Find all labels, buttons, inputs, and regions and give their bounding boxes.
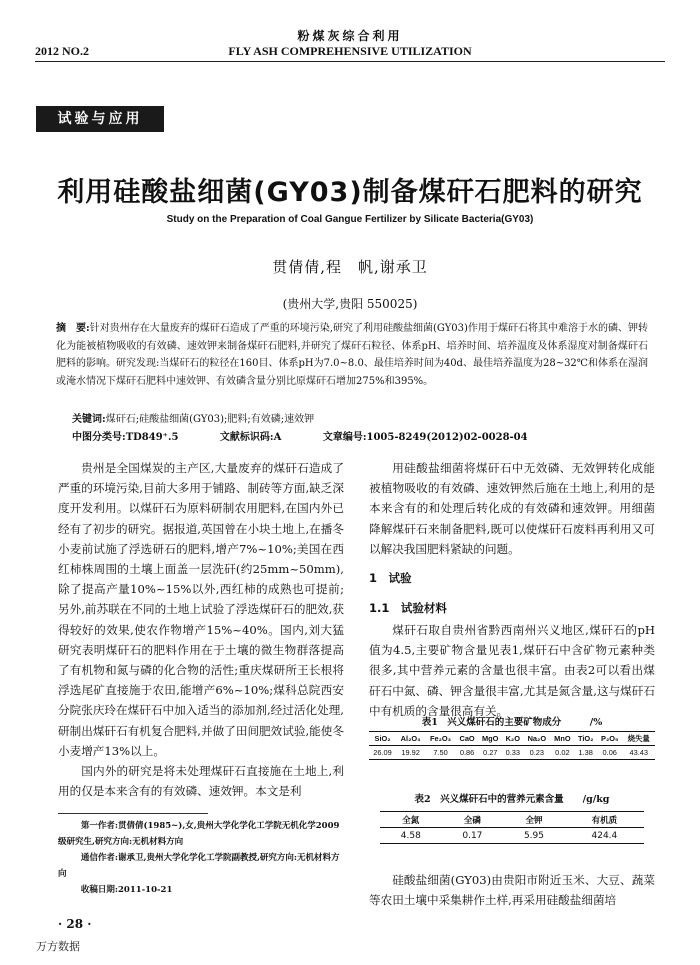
right-column-intro	[369, 458, 655, 559]
table1-cell: 0.86	[456, 746, 478, 760]
table1-cell: 0.23	[523, 746, 550, 760]
section-heading-1-1: 1.1 试验材料	[369, 601, 447, 615]
abstract-text: 针对贵州存在大量废弃的煤矸石造成了严重的环境污染,研究了利用硅酸盐细菌(GY03)作用于煤矸石将其中难溶于水的磷、钾转化为能被植物吸收的有效磷、速效钾来制备煤矸石肥料,并研究了煤矸石粒径、体系pH、培养时间、培养温度及体系湿度对制备煤矸石肥料的影响。研究发现:当煤矸石的粒径在160目、体系pH为7.0~8.0、最佳培养时间为40d、最佳培养温度为28~32℃和体系在湿润或淹水情况下煤矸石肥料中速效钾、有效磷含量分别比原煤矸石增加275%和395%。	[56, 323, 648, 387]
authors: 贯倩倩,程 帆,谢承卫	[272, 258, 428, 276]
column-label: 试验与应用	[36, 106, 164, 132]
footnote-first-author	[58, 818, 344, 850]
table2-header-cell: 全钾	[503, 812, 565, 828]
footnote-text: 谢承卫,贵州大学化学化工学院副教授,研究方向:无机材料方向	[58, 853, 340, 879]
journal-name-en: FLY ASH COMPREHENSIVE UTILIZATION	[228, 44, 472, 58]
table2-cell: 5.95	[503, 828, 565, 844]
table2-header-row	[380, 812, 644, 828]
table1-header-cell: TiO₂	[574, 732, 597, 746]
body-paragraph: 贵州是全国煤炭的主产区,大量废弃的煤矸石造成了严重的环境污染,目前大多用于铺路、制砖等方面,缺乏深度开发利用。以煤矸石为原料研制农用肥料,在国内外已经有了初步的研究。据报道,英国曾在小块土地上,在播冬小麦前试施了浮选研石的肥料,增产7%~10%;美国在西红柿株周围的土壤上面盖一层洗矸(约25mm~50mm),除了提高产量10%~15%以外,西红柿的成熟也可提前;另外,前苏联在不同的土地上试验了浮选煤矸石的肥效,获得较好的效果,使农作物增产15%~40%。国内,刘大猛研究表明煤矸石的肥料作用在于土壤的微生物群落提高了有机物和氮与磷的化合物的活性;重庆煤研所王长根将浮选尾矿直接施于农田,能增产6%~10%;煤科总院西安分院张庆玲在煤矸石中加入适当的添加剂,经过活化处理,研制出煤矸石有机复合肥料,并做了田间肥效试验,能使冬小麦增产13%以上。	[58, 461, 344, 758]
table1-header-cell: CaO	[456, 732, 478, 746]
abstract	[56, 320, 648, 390]
body-paragraph: 煤矸石取自贵州省黔西南州兴义地区,煤矸石的pH值为4.5,主要矿物含量见表1,煤矸石中含矿物元素种类很多,其中营养元素的含量也很丰富。由表2可以看出煤矸石中氮、磷、钾含量很丰富,尤其是氮含量,这与煤矸石中有机质的含量很高有关。	[369, 623, 655, 718]
right-column-bacteria	[369, 870, 655, 910]
table2	[380, 811, 644, 844]
table1-header-cell: Fe₂O₃	[425, 732, 456, 746]
keywords	[72, 410, 314, 425]
keywords-label: 关键词:	[72, 414, 106, 425]
table1-cell: 43.43	[622, 746, 655, 760]
table1-cell: 26.09	[369, 746, 396, 760]
clc-number: 中图分类号:TD849⁺.5	[72, 432, 179, 443]
journal-name-cn: 粉煤灰综合利用	[297, 29, 403, 43]
body-paragraph: 用硅酸盐细菌将煤矸石中无效磷、无效钾转化成能被植物吸收的有效磷、速效钾然后施在土地上,利用的是本来含有的和处理后转化成的有效磷和速效钾。用细菌降解煤矸石来制备肥料,既可以使煤矸石废料再利用又可以解决我国肥料紧缺的问题。	[369, 461, 655, 556]
table2-cell: 424.4	[565, 828, 644, 844]
table1-cell: 7.50	[425, 746, 456, 760]
table2-cell: 0.17	[442, 828, 504, 844]
table1-cell: 0.33	[502, 746, 523, 760]
table1-cell: 0.02	[550, 746, 574, 760]
table2-header-cell: 有机质	[565, 812, 644, 828]
table1-cell: 0.06	[597, 746, 622, 760]
right-column-materials	[369, 620, 655, 721]
table1-cell: 1.38	[574, 746, 597, 760]
footnote-text: 2011-10-21	[118, 885, 173, 895]
watermark: 万方数据	[36, 940, 80, 953]
paper-title: 利用硅酸盐细菌(GY03)制备煤矸石肥料的研究	[57, 177, 643, 208]
table1-header-cell: 烧失量	[622, 732, 655, 746]
affiliation: (贵州大学,贵阳 550025)	[282, 297, 418, 311]
table1-data-row	[369, 746, 655, 760]
table2-header-cell: 全磷	[442, 812, 504, 828]
table1-header-cell: Al₂O₃	[396, 732, 425, 746]
section-heading-1: 1 试验	[369, 571, 412, 585]
body-paragraph: 国内外的研究是将未处理煤矸石直接施在土地上,利用的仅是本来含有的有效磷、速效钾。本文是利	[58, 764, 344, 799]
table2-cell: 4.58	[380, 828, 442, 844]
table2-caption: 表2 兴义煤矸石中的营养元素含量 /g/kg	[414, 794, 610, 805]
footnote-received-date	[58, 882, 344, 898]
document-code: 文献标识码:A	[219, 432, 282, 443]
footnote-text: 贯倩倩(1985~),女,贵州大学化学化工学院无机化学2009级研究生,研究方向:无机材料方向	[58, 821, 340, 847]
left-column	[58, 458, 344, 801]
paper-title-en: Study on the Preparation of Coal Gangue Fertilizer by Silicate Bacteria(GY03)	[166, 214, 534, 225]
footnote-label: 通信作者:	[80, 853, 118, 863]
keywords-text: 煤矸石;硅酸盐细菌(GY03);肥料;有效磷;速效钾	[105, 414, 315, 425]
footnote-corresponding-author	[58, 850, 344, 882]
table1-header-cell: K₂O	[502, 732, 523, 746]
table1-header-row	[369, 732, 655, 746]
table2-header-cell: 全氮	[380, 812, 442, 828]
page-number: · 28 ·	[58, 917, 92, 931]
table1-header-cell: MgO	[478, 732, 502, 746]
table1-header-cell: MnO	[550, 732, 574, 746]
footnote-rule	[58, 813, 208, 814]
table1-header-cell: P₂O₅	[597, 732, 622, 746]
classification-line	[72, 428, 566, 443]
table1-header-cell: Na₂O	[523, 732, 550, 746]
table1-header-cell: SiO₂	[369, 732, 396, 746]
year-issue: 2012 NO.2	[35, 44, 89, 58]
abstract-label: 摘 要:	[56, 323, 90, 334]
header-rule	[35, 61, 665, 62]
footnote-label: 第一作者:	[80, 821, 118, 831]
table1-cell: 19.92	[396, 746, 425, 760]
table1-cell: 0.27	[478, 746, 502, 760]
table1-caption: 表1 兴义煤矸石的主要矿物成分 /%	[421, 717, 603, 728]
body-paragraph: 硅酸盐细菌(GY03)由贵阳市附近玉米、大豆、蔬菜等农田土壤中采集耕作土样,再采用硅酸盐细菌培	[369, 873, 655, 908]
table2-data-row	[380, 828, 644, 844]
table1	[369, 731, 655, 760]
footnote-label: 收稿日期:	[80, 885, 118, 895]
article-number: 文章编号:1005-8249(2012)02-0028-04	[322, 432, 528, 443]
